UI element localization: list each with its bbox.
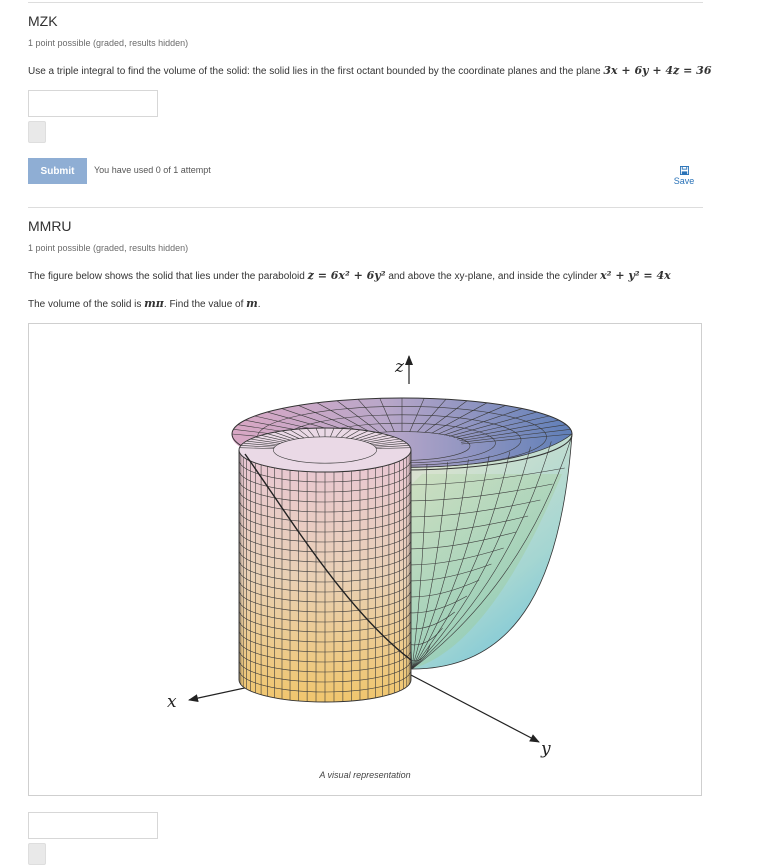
volume-expression: mπ bbox=[144, 297, 164, 310]
save-label: Save bbox=[673, 176, 695, 186]
z-axis-label: z bbox=[395, 357, 404, 377]
problem-2-title: MMRU bbox=[28, 218, 72, 234]
problem-2-answer-input[interactable] bbox=[28, 812, 158, 839]
problem-2-status-indicator bbox=[28, 843, 46, 865]
submit-button[interactable]: Submit bbox=[28, 158, 87, 184]
attempts-text: You have used 0 of 1 attempt bbox=[94, 165, 211, 175]
y-axis bbox=[409, 674, 539, 742]
volume-variable: m bbox=[246, 297, 258, 310]
top-divider bbox=[28, 2, 703, 3]
problem-2-meta: 1 point possible (graded, results hidden) bbox=[28, 243, 189, 253]
section-divider bbox=[28, 207, 703, 208]
y-axis-label: y bbox=[541, 739, 551, 759]
volume-text-1: The volume of the solid is bbox=[28, 299, 142, 310]
problem-2-volume-text: The volume of the solid is mπ. Find the value of m. bbox=[28, 297, 261, 310]
volume-text-2: Find the value of bbox=[169, 299, 244, 310]
save-icon bbox=[680, 166, 689, 175]
prompt-text-1: The figure below shows the solid that lies under the paraboloid bbox=[28, 271, 305, 282]
problem-1-answer-input[interactable] bbox=[28, 90, 158, 117]
problem-1-meta: 1 point possible (graded, results hidden) bbox=[28, 38, 189, 48]
x-axis-label: x bbox=[167, 692, 177, 712]
problem-1-title: MZK bbox=[28, 13, 58, 29]
solid-figure bbox=[28, 323, 702, 796]
cylinder-equation: x² + y² = 4x bbox=[600, 269, 671, 282]
problem-1-prompt bbox=[28, 64, 711, 77]
figure-caption: A visual representation bbox=[319, 770, 411, 780]
plane-equation: 3x + 6y + 4z = 36 bbox=[603, 64, 712, 77]
prompt-text-2: and above the xy-plane, and inside the cylinder bbox=[388, 271, 598, 282]
problem-1-prompt-text: Use a triple integral to find the volume of the solid: the solid lies in the first octant bounded by the coordinate planes and the plane bbox=[28, 66, 601, 77]
paraboloid-equation: z = 6x² + 6y² bbox=[307, 269, 386, 282]
problem-2-prompt bbox=[28, 269, 671, 282]
save-button[interactable] bbox=[670, 166, 698, 186]
solid-plot bbox=[29, 324, 701, 795]
problem-1-status-indicator bbox=[28, 121, 46, 143]
